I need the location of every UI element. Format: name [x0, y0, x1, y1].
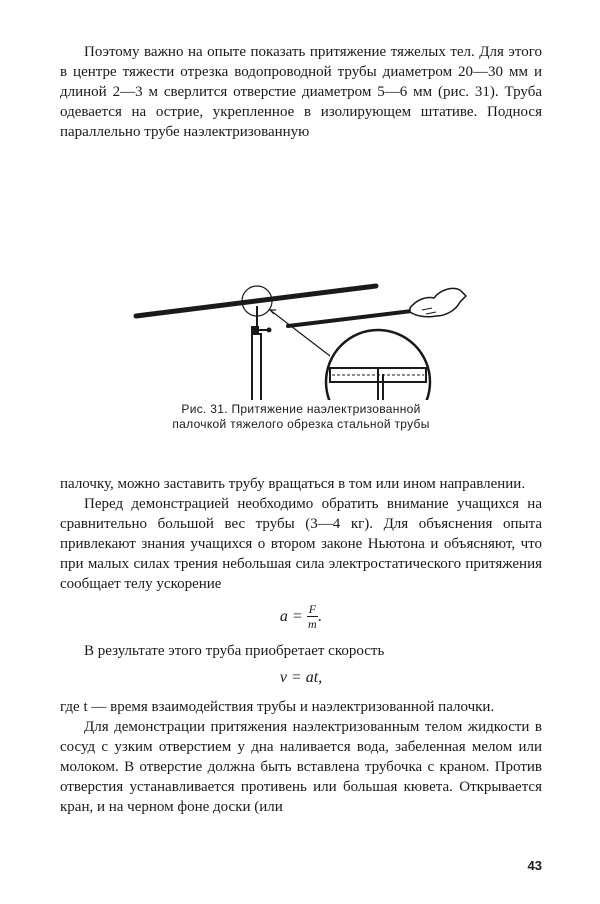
electrified-rod: [288, 310, 420, 326]
formula-1-denominator: m: [308, 617, 317, 631]
formula-velocity: v = at,: [279, 669, 323, 686]
figure-caption: [60, 402, 542, 432]
stand-clamp: [251, 326, 259, 334]
page-number: 43: [527, 858, 542, 873]
formula-1-tail: .: [318, 607, 323, 625]
paragraph-6: Для демонстрации притяжения наэлектризованным телом жидкости в сосуд с узким отверстием у дна наливается вода, забеленная мелом или молоком. В отверстие должна быть вставлена трубочка с краном. Против отверстия устанавливается противень или большая кювета. Открывается кран, и на черном фоне доски (или: [60, 719, 542, 815]
formula-1-lhs: a =: [279, 607, 303, 625]
caption-line-1: Рис. 31. Притяжение наэлектризованной: [181, 402, 421, 416]
paragraph-4: В результате этого труба приобретает скорость: [84, 643, 385, 659]
paragraph-5: где t — время взаимодействия трубы и наэлектризованной палочки.: [60, 699, 495, 715]
leader-line: [270, 310, 330, 356]
page-body: [60, 42, 542, 817]
caption-line-2: палочкой тяжелого обрезка стальной трубы: [172, 417, 430, 431]
hand-illustration: [410, 288, 466, 316]
paragraph-3: Перед демонстрацией необходимо обратить внимание учащихся на сравнительно большой вес трубы (3—4 кг). Для объяснения опыта привлекают знания учащихся о втором законе Ньютона и объясняют, что при малых силах трения небольшая сила электростатического притяжения сообщает телу ускорение: [60, 496, 542, 592]
experiment-illustration: [60, 150, 542, 400]
figure-31: [60, 150, 542, 448]
formula-1-numerator: F: [308, 602, 317, 616]
insulating-stand-column: [252, 334, 261, 400]
paragraph-2: палочку, можно заставить трубу вращаться в том или ином направлении.: [60, 476, 526, 492]
formula-1-fraction: [307, 602, 318, 631]
formula-acceleration: [60, 602, 542, 631]
paragraph-1: Поэтому важно на опыте показать притяжение тяжелых тел. Для этого в центре тяжести отрезка водопроводной трубы диаметром 20—30 мм и длиной 2—3 м сверлится отверстие диаметром 5—6 мм (рис. 31). Труба одевается на острие, укрепленное в изолирующем штативе. Поднося параллельно трубе наэлектризованную: [60, 44, 542, 140]
